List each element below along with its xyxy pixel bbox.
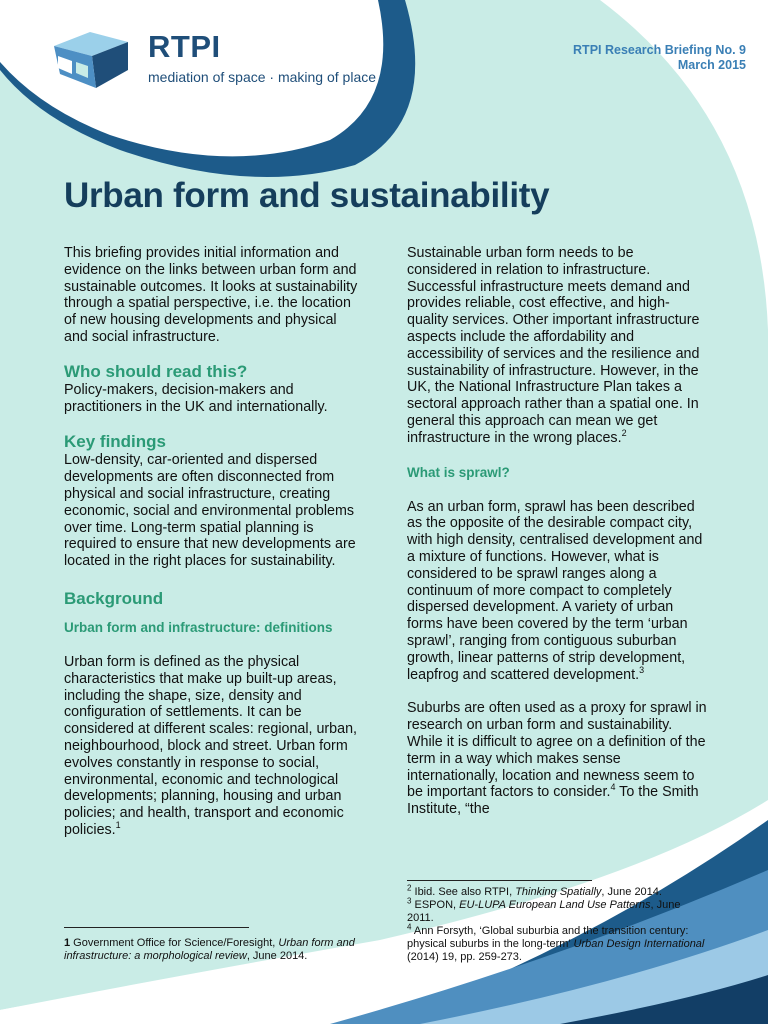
suburbs-paragraph: Suburbs are often used as a proxy for sprawl in research on urban form and sustainability. While it is difficult to agree on a definition of the term in a way which makes sense internationally, location and newness seem to be important factors to consider.$^4$ To the Smith Institute, “the xyxy=(407,700,707,818)
left-column xyxy=(64,245,364,839)
footnote-divider-right xyxy=(407,880,592,881)
who-paragraph: Policy-makers, decision-makers and practitioners in the UK and internationally. xyxy=(64,381,328,415)
footnotes-right xyxy=(407,883,707,964)
definitions-paragraph: Urban form is defined as the physical characteristics that make up built-up areas, including the shape, size, density and configuration of settlements. It can be considered at different scales: regional, urban, neighbourhood, block and street. Urban form evolves constantly in response to social, environmental, economic and technological developments; planning, housing and urban policies; and health, transport and economic policies.$^1$ xyxy=(64,653,358,838)
rtpi-cube-logo-icon xyxy=(50,26,132,90)
briefing-date: March 2015 xyxy=(677,58,746,72)
footnote-2: $^2$ Ibid. See also RTPI, Thinking Spatially, June 2014. xyxy=(407,883,662,898)
footnote-4: $^4$ Ann Forsyth, ‘Global suburbia and the transition century: physical suburbs in the long-term’ Urban Design International (2014) 19, pp. 259-273. xyxy=(407,922,705,963)
who-heading: Who should read this? xyxy=(64,361,248,381)
brand-tagline: mediation of space · making of place xyxy=(148,69,377,85)
findings-heading: Key findings xyxy=(64,432,167,452)
intro-paragraph: This briefing provides initial information and evidence on the links between urban form and sustainable outcomes. It looks at sustainability through a spatial perspective, i.e. the location of new housing developments and physical and social infrastructure. xyxy=(64,245,358,345)
sprawl-heading: What is sprawl? xyxy=(407,464,510,480)
infrastructure-paragraph: Sustainable urban form needs to be considered in relation to infrastructure. Successful infrastructure meets demand and provides reliable, cost effective, and high-quality services. Other important infrastructure aspects include the affordability and accessibility of services and the resilience and sustainability of infrastructure. However, in the UK, the National Infrastructure Plan takes a sectoral approach rather than a spatial one. In general this approach can mean we get infrastructure in the wrong places.$^2$ xyxy=(407,245,700,446)
footnote-divider-left xyxy=(64,927,249,928)
briefing-meta xyxy=(573,43,746,73)
sprawl-paragraph: As an urban form, sprawl has been described as the opposite of the desirable compact city, with high density, centralised development and a mixture of functions. However, what is considered to be sprawl ranges along a continuum of more compact to completely dispersed development. A variety of urban forms have been covered by the term ‘urban sprawl’, ranging from contiguous suburban growth, linear patterns of strip development, leapfrog and scattered development.$^3$ xyxy=(407,498,703,683)
footnote-ref-4: 4 xyxy=(610,782,616,793)
footnote-ref-2: 2 xyxy=(621,428,627,438)
right-column xyxy=(407,245,707,818)
footnote-1: 1 Government Office for Science/Foresight, Urban form and infrastructure: a morphological review, June 2014. xyxy=(64,937,355,962)
footnote-ref-1: 1 xyxy=(115,820,121,831)
footnote-3: $^3$ ESPON, EU-LUPA European Land Use Patterns, June 2011. xyxy=(407,896,681,924)
logo-wordmark xyxy=(148,30,376,86)
page-title: Urban form and sustainability xyxy=(64,176,550,215)
definitions-heading: Urban form and infrastructure: definitions xyxy=(64,619,333,635)
background-heading: Background xyxy=(64,588,164,608)
footnote-ref-3: 3 xyxy=(639,664,645,675)
findings-paragraph: Low-density, car-oriented and dispersed developments are often disconnected from physical and social infrastructure, creating economic, social and environmental problems over time. Long-term spatial planning is required to ensure that new developments are located in the right places for sustainability. xyxy=(64,452,356,570)
brand-name: RTPI xyxy=(148,29,221,64)
briefing-series: RTPI Research Briefing No. 9 xyxy=(573,43,746,57)
